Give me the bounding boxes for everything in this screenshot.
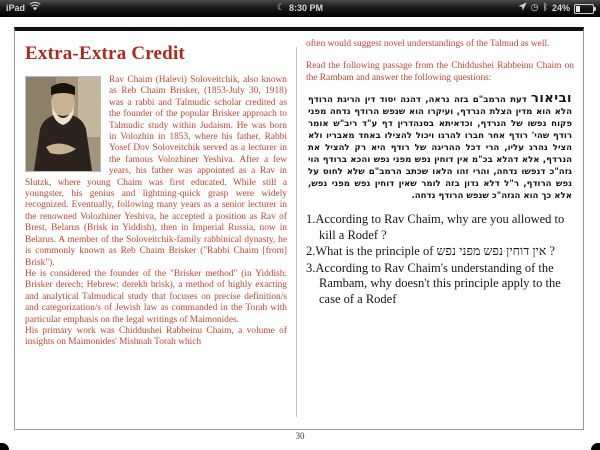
- page-title: Extra-Extra Credit: [25, 43, 185, 64]
- bio-paragraph-2: He is considered the founder of the "Brisker method" (in Yiddish: Brisker derech; Hebrew: derekh brisk), a method of highly exacting and analytical Talmudical study that focuses on precise definition/s and categorization/s of Jewish law as commanded in the Torah with particular emphasis on the legal writings of Maimonides.: [25, 268, 287, 325]
- screen-corner-left: [0, 443, 9, 450]
- carrier-label: iPad: [6, 3, 26, 13]
- bio-paragraph-3: His primary work was Chiddushei Rabbeinu Chaim, a volume of insights on Maimonides' Mishnah Torah which: [25, 325, 287, 348]
- reader-page[interactable]: [14, 27, 584, 430]
- location-arrow-icon: [518, 0, 527, 17]
- bluetooth-icon: ᛒ: [542, 3, 548, 13]
- question-1: [306, 212, 574, 243]
- battery-icon: [574, 4, 594, 14]
- hebrew-passage-lead-word: וביאור: [531, 91, 572, 107]
- dnd-moon-icon: ☾: [276, 3, 286, 13]
- portrait-photo: [25, 76, 101, 172]
- wifi-icon: [29, 0, 41, 17]
- bio-paragraph-continuation: often would suggest novel understandings of the Talmud as well.: [306, 39, 550, 49]
- hebrew-passage-body: דעת הרמב"ם בזה נראה, דהנה יסוד דין הריגת הרודף הלא הוא מדין הצלת הנרדף, ועיקרו הוא שנפש הרודף נדחה מפני פקוח נפשו של הנרדף, וכדאיתא בסנהדרין דף ע"ד ריב"ש אומר רודף שהי' רודף אחר חברו להרגו ויכול להצילו באחד מאבריו ולא הציל נהרג עליו, הרי דכל ההריגה של רודף היא רק להציל את הנרדף, אלא דהלא בכ"מ אין דוחין נפש מפני נפש והכא ברודף הוי גזה"כ דנפשו נדחה, והרי זהו הלאו שכתב הרמב"ם שלא לחוס על נפש הרודף, ר"ל דלא נדון בזה לומר שאין דוחין נפש מפני נפש, אלא כך הוא הגזה"כ שנפש הרודף נדחה.: [308, 95, 572, 202]
- bio-paragraph-1: Rav Chaim (Halevi) Soloveitchik, also known as Reb Chaim Brisker, (1853-July 30, 1918) was a rabbi and Talmudic scholar credited as the founder of the popular Brisker approach to Talmudic study within Judaism. He was born in Volozhin in 1853, where his father, Rabbi Yosef Dov Soloveitchik served as a lecturer in the famous Volozhiner Yeshiva. After a few years, his father was appointed as a Rav in Slutzk, where young Chaim was first educated. While still a youngster, his genius and lightning-quick grasp were widely recognized. Eventually, following many years as a senior lecturer in the renowned Volozhiner Yeshiva, he accepted a position as Rav of Brest, Belarus (Brisk in Yiddish), then in Imperial Russia, now in Belarus. A member of the Soloveitchik-family rabbinical dynasty, he is commonly known as Reb Chaim Brisker ("Rabbi Chaim [from] Brisk").: [25, 75, 287, 268]
- left-column: [25, 41, 287, 349]
- battery-percent-label: 24%: [551, 3, 570, 13]
- question-1-number: 1.: [306, 212, 316, 227]
- alarm-clock-icon: ◷: [530, 3, 539, 13]
- instruction-paragraph: Read the following passage from the Chiddushei Rabbeinu Chaim on the Rambam and answer the following questions:: [306, 61, 574, 83]
- question-3-number: 3.: [306, 260, 316, 275]
- question-1-text: According to Rav Chaim, why are you allowed to kill a Rodef ?: [315, 212, 565, 242]
- question-2-number: 2.: [306, 244, 316, 259]
- right-column: [306, 39, 574, 308]
- question-list: [306, 212, 574, 307]
- question-3-text: According to Rav Chaim's understanding of the Rambam, why doesn't this principle apply to the case of a Rodef: [315, 260, 561, 306]
- clock-time: 8:30 PM: [289, 3, 324, 13]
- column-divider: [296, 47, 297, 417]
- question-2-text: What is the principle of אין דוחין נפש מפני נפש ?: [315, 244, 555, 259]
- hebrew-passage: [308, 93, 572, 202]
- question-3: [306, 261, 574, 308]
- status-bar: [0, 0, 600, 17]
- screen-corner-right: [591, 443, 600, 450]
- question-2: [306, 244, 574, 260]
- page-number: 30: [295, 431, 305, 441]
